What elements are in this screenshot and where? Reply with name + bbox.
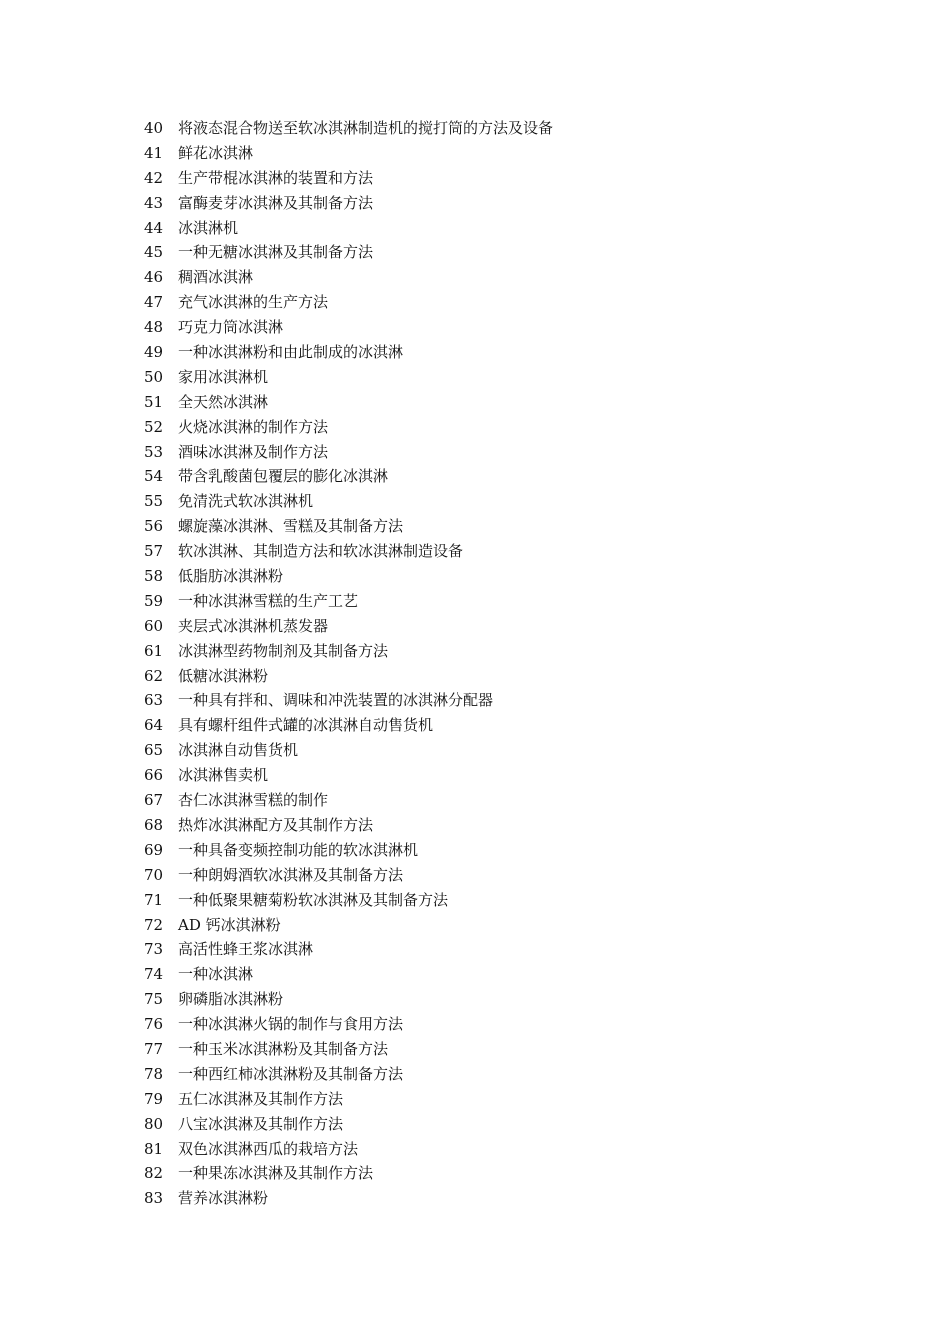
item-title: 双色冰淇淋西瓜的栽培方法 <box>178 1139 359 1158</box>
item-number: 49 <box>144 343 164 362</box>
item-number: 69 <box>144 840 164 859</box>
item-title: 酒味冰淇淋及制作方法 <box>178 442 329 461</box>
item-title: 冰淇淋机 <box>178 218 239 237</box>
list-item <box>144 614 553 639</box>
item-number: 41 <box>144 143 164 162</box>
list-item <box>144 913 553 938</box>
item-number: 76 <box>144 1015 164 1034</box>
item-title: 低脂肪冰淇淋粉 <box>178 567 284 586</box>
item-title: 冰淇淋型药物制剂及其制备方法 <box>178 641 389 660</box>
item-number: 60 <box>144 616 164 635</box>
item-title: 一种西红柿冰淇淋粉及其制备方法 <box>178 1064 404 1083</box>
item-title: 巧克力筒冰淇淋 <box>178 318 284 337</box>
item-number: 78 <box>144 1064 164 1083</box>
item-number: 62 <box>144 666 164 685</box>
item-title: 杏仁冰淇淋雪糕的制作 <box>178 791 329 810</box>
item-number: 75 <box>144 990 164 1009</box>
list-item <box>144 290 553 315</box>
item-number: 50 <box>144 367 164 386</box>
list-item <box>144 564 553 589</box>
list-item <box>144 390 553 415</box>
item-number: 71 <box>144 890 164 909</box>
list-item <box>144 888 553 913</box>
item-title: 软冰淇淋、其制造方法和软冰淇淋制造设备 <box>178 542 464 561</box>
item-title: 五仁冰淇淋及其制作方法 <box>178 1089 344 1108</box>
list-item <box>144 713 553 738</box>
item-number: 83 <box>144 1189 164 1208</box>
item-number: 54 <box>144 467 164 486</box>
item-title: 免清洗式软冰淇淋机 <box>178 492 314 511</box>
item-number: 58 <box>144 567 164 586</box>
list-item <box>144 265 553 290</box>
list-item <box>144 116 553 141</box>
item-number: 61 <box>144 641 164 660</box>
list-item <box>144 141 553 166</box>
item-number: 48 <box>144 318 164 337</box>
item-title: 八宝冰淇淋及其制作方法 <box>178 1114 344 1133</box>
item-number: 64 <box>144 716 164 735</box>
item-number: 74 <box>144 965 164 984</box>
item-title: 一种冰淇淋雪糕的生产工艺 <box>178 591 359 610</box>
item-number: 46 <box>144 268 164 287</box>
list-item <box>144 664 553 689</box>
item-number: 79 <box>144 1089 164 1108</box>
item-number: 45 <box>144 243 164 262</box>
list-item <box>144 1137 553 1162</box>
list-item <box>144 489 553 514</box>
item-number: 70 <box>144 865 164 884</box>
item-title: 一种具备变频控制功能的软冰淇淋机 <box>178 840 419 859</box>
list-item <box>144 240 553 265</box>
item-number: 57 <box>144 542 164 561</box>
item-number: 63 <box>144 691 164 710</box>
item-title: 一种玉米冰淇淋粉及其制备方法 <box>178 1039 389 1058</box>
item-number: 66 <box>144 766 164 785</box>
item-number: 44 <box>144 218 164 237</box>
item-title: 一种冰淇淋粉和由此制成的冰淇淋 <box>178 343 404 362</box>
item-number: 55 <box>144 492 164 511</box>
item-title: 充气冰淇淋的生产方法 <box>178 293 329 312</box>
list-item <box>144 166 553 191</box>
item-title: 冰淇淋自动售货机 <box>178 741 299 760</box>
list-item <box>144 738 553 763</box>
list-item <box>144 216 553 241</box>
list-item <box>144 1037 553 1062</box>
list-item <box>144 1186 553 1211</box>
item-number: 81 <box>144 1139 164 1158</box>
item-number: 68 <box>144 815 164 834</box>
list-item <box>144 440 553 465</box>
list-item <box>144 340 553 365</box>
item-title: 螺旋藻冰淇淋、雪糕及其制备方法 <box>178 517 404 536</box>
item-title: 鲜花冰淇淋 <box>178 143 254 162</box>
item-title: 全天然冰淇淋 <box>178 392 269 411</box>
item-number: 43 <box>144 193 164 212</box>
list-item <box>144 688 553 713</box>
item-title: 冰淇淋售卖机 <box>178 766 269 785</box>
item-number: 80 <box>144 1114 164 1133</box>
item-title: 带含乳酸菌包覆层的膨化冰淇淋 <box>178 467 389 486</box>
list-item <box>144 315 553 340</box>
list-item <box>144 464 553 489</box>
item-number: 77 <box>144 1039 164 1058</box>
list-item <box>144 962 553 987</box>
item-number: 52 <box>144 417 164 436</box>
list-item <box>144 415 553 440</box>
item-title: 稠酒冰淇淋 <box>178 268 254 287</box>
item-title: 生产带棍冰淇淋的装置和方法 <box>178 168 374 187</box>
item-title: 一种具有拌和、调味和冲洗装置的冰淇淋分配器 <box>178 691 494 710</box>
item-title: 富酶麦芽冰淇淋及其制备方法 <box>178 193 374 212</box>
list-item <box>144 589 553 614</box>
item-number: 42 <box>144 168 164 187</box>
list-item <box>144 838 553 863</box>
list-item <box>144 788 553 813</box>
item-title: 火烧冰淇淋的制作方法 <box>178 417 329 436</box>
item-title: 一种朗姆酒软冰淇淋及其制备方法 <box>178 865 404 884</box>
list-item <box>144 191 553 216</box>
list-item <box>144 1112 553 1137</box>
item-number: 82 <box>144 1164 164 1183</box>
item-title: 夹层式冰淇淋机蒸发器 <box>178 616 329 635</box>
item-title: 营养冰淇淋粉 <box>178 1189 269 1208</box>
item-title: 一种冰淇淋 <box>178 965 254 984</box>
list-item <box>144 1161 553 1186</box>
item-title: 一种无糖冰淇淋及其制备方法 <box>178 243 374 262</box>
list-item <box>144 365 553 390</box>
item-title: 家用冰淇淋机 <box>178 367 269 386</box>
item-number: 67 <box>144 791 164 810</box>
item-number: 59 <box>144 591 164 610</box>
item-number: 73 <box>144 940 164 959</box>
item-number: 53 <box>144 442 164 461</box>
list-item <box>144 1062 553 1087</box>
item-title: 具有螺杆组件式罐的冰淇淋自动售货机 <box>178 716 434 735</box>
item-number: 47 <box>144 293 164 312</box>
item-title: 一种冰淇淋火锅的制作与食用方法 <box>178 1015 404 1034</box>
item-number: 51 <box>144 392 164 411</box>
list-item <box>144 763 553 788</box>
list-item <box>144 539 553 564</box>
item-number: 65 <box>144 741 164 760</box>
item-title: 卵磷脂冰淇淋粉 <box>178 990 284 1009</box>
item-number: 40 <box>144 119 164 137</box>
list-item <box>144 514 553 539</box>
item-title: 低糖冰淇淋粉 <box>178 666 269 685</box>
list-item <box>144 813 553 838</box>
item-title: 将液态混合物送至软冰淇淋制造机的搅打筒的方法及设备 <box>178 119 554 137</box>
list-item <box>144 1012 553 1037</box>
list-item <box>144 863 553 888</box>
item-title: 一种果冻冰淇淋及其制作方法 <box>178 1164 374 1183</box>
item-title: 热炸冰淇淋配方及其制作方法 <box>178 815 374 834</box>
patent-title-list <box>144 116 553 1211</box>
item-number: 56 <box>144 517 164 536</box>
item-number: 72 <box>144 915 164 934</box>
item-title: 一种低聚果糖菊粉软冰淇淋及其制备方法 <box>178 890 449 909</box>
list-item <box>144 639 553 664</box>
item-title: AD 钙冰淇淋粉 <box>178 915 281 934</box>
list-item <box>144 937 553 962</box>
list-item <box>144 987 553 1012</box>
item-title: 高活性蜂王浆冰淇淋 <box>178 940 314 959</box>
list-item <box>144 1087 553 1112</box>
